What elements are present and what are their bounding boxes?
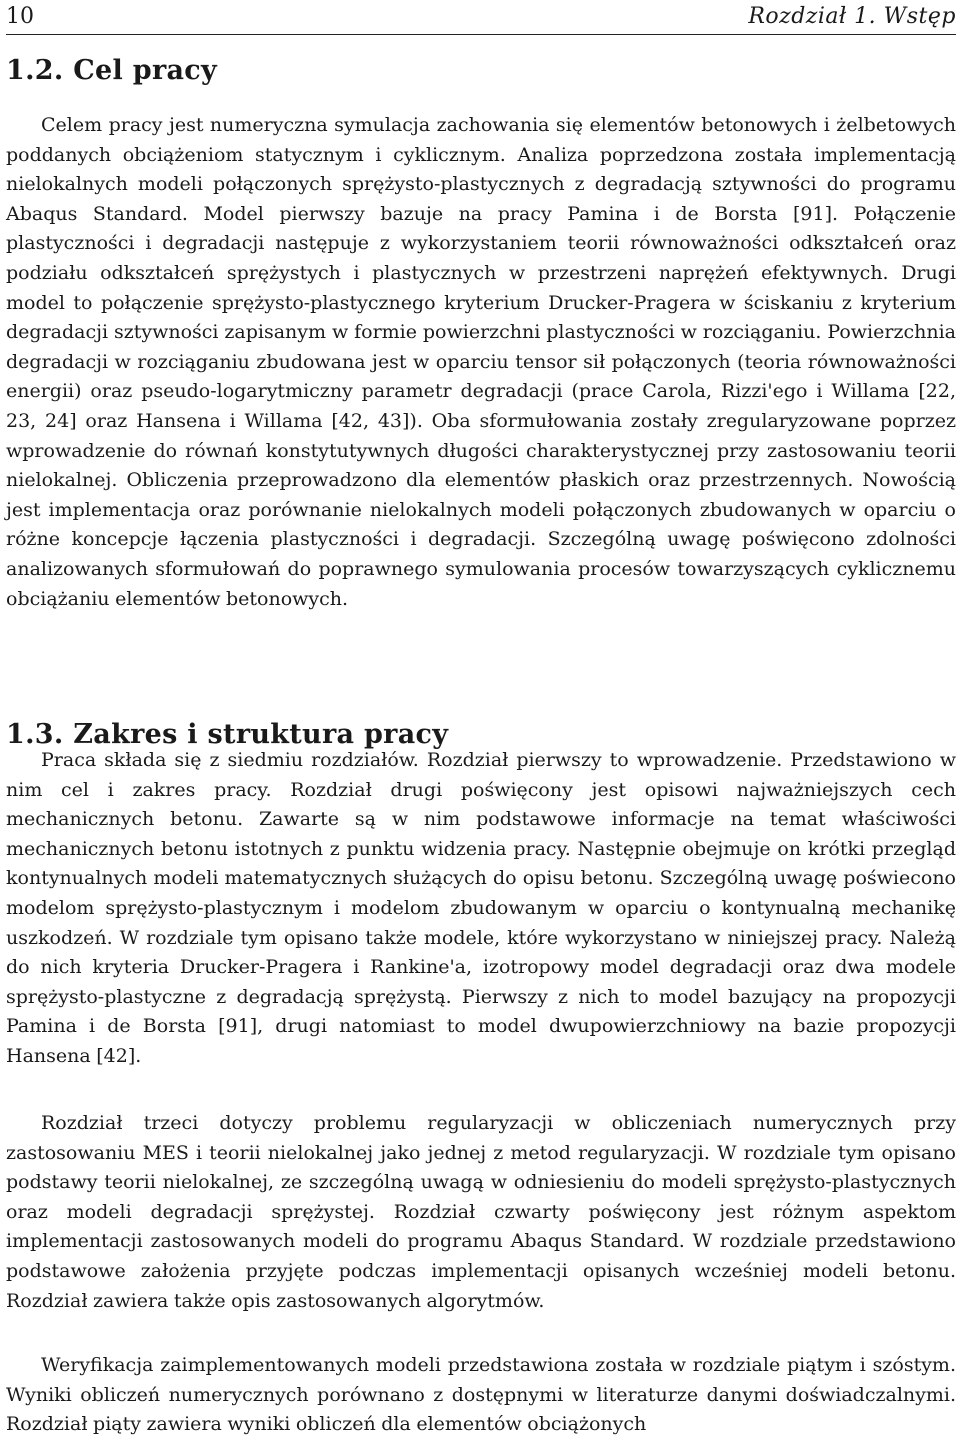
running-header: [6, 0, 956, 35]
section-heading-cel-pracy: 1.2. Cel pracy: [6, 55, 218, 86]
paragraph-zakres-2: [6, 1109, 956, 1316]
paragraph-cel-pracy: [6, 111, 956, 614]
chapter-title: Rozdział 1. Wstęp: [748, 4, 956, 29]
paragraph-text: Praca składa się z siedmiu rozdziałów. Rozdział pierwszy to wprowadzenie. Przedstawiono w nim cel i zakres pracy. Rozdział drugi poświęcony jest opisowi najważniejszych cech mechanicznych betonu. Zawarte są w nim podstawowe informacje na temat właściwości mechanicznych betonu istotnych z punktu widzenia pracy. Następnie obejmuje on krótki przegląd kontynualnych modeli matematycznych służących do opisu betonu. Szczególną uwagę poświecono modelom sprężysto-plastycznym i modelom zbudowanym w oparciu o kontynualną mechanikę uszkodzeń. W rozdziale tym opisano także modele, które wykorzystano w niniejszej pracy. Należą do nich kryteria Drucker-Pragera i Rankine'a, izotropowy model degradacji oraz dwa modele sprężysto-plastyczne z degradacją sprężystą. Pierwszy z nich to model bazujący na propozycji Pamina i de Borsta [91], drugi natomiast to model dwupowierzchniowy na bazie propozycji Hansena [42].: [6, 749, 956, 1067]
paragraph-zakres-1: [6, 746, 956, 1072]
section-heading-zakres-pracy: 1.3. Zakres i struktura pracy: [6, 719, 449, 750]
paragraph-text: Celem pracy jest numeryczna symulacja zachowania się elementów betonowych i żelbetowych poddanych obciążeniom statycznym i cyklicznym. Analiza poprzedzona została implementacją nielokalnych modeli połączonych sprężysto-plastycznych z degradacją sztywności do programu Abaqus Standard. Model pierwszy bazuje na pracy Pamina i de Borsta [91]. Połączenie plastyczności i degradacji następuje z wykorzystaniem teorii równoważności odkształceń oraz podziału odkształceń sprężystych i plastycznych w przestrzeni naprężeń efektywnych. Drugi model to połączenie sprężysto-plastycznego kryterium Drucker-Pragera w ściskaniu z kryterium degradacji sztywności zapisanym w formie powierzchni plastyczności w rozciąganiu. Powierzchnia degradacji w rozciąganiu zbudowana jest w oparciu tensor sił połączonych (teoria równoważności energii) oraz pseudo-logarytmiczny parametr degradacji (prace Carola, Rizzi'ego i Willama [22, 23, 24] oraz Hansena i Willama [42, 43]). Oba sformułowania zostały zregularyzowane poprzez wprowadzenie do równań konstytutywnych długości charakterystycznej przy zastosowaniu teorii nielokalnej. Obliczenia przeprowadzono dla elementów płaskich oraz przestrzennych. Nowością jest implementacja oraz porównanie nielokalnych modeli połączonych zbudowanych w oparciu o różne koncepcje łączenia plastyczności i degradacji. Szczególną uwagę poświęcono zdolności analizowanych sformułowań do poprawnego symulowania procesów towarzyszących cyklicznemu obciążaniu elementów betonowych.: [6, 114, 956, 610]
paragraph-zakres-3: [6, 1351, 956, 1440]
paragraph-text: Weryfikacja zaimplementowanych modeli przedstawiona została w rozdziale piątym i szóstym. Wyniki obliczeń numerycznych porównano z dostępnymi w literaturze danymi doświadczalnymi. Rozdział piąty zawiera wyniki obliczeń dla elementów obciążonych: [6, 1354, 956, 1436]
paragraph-text: Rozdział trzeci dotyczy problemu regularyzacji w obliczeniach numerycznych przy zastosowaniu MES i teorii nielokalnej jako jednej z metod regularyzacji. W rozdziale tym opisano podstawy teorii nielokalnej, ze szczególną uwagą w odniesieniu do modeli sprężysto-plastycznych oraz modeli degradacji sprężystej. Rozdział czwarty poświęcony jest różnym aspektom implementacji zastosowanych modeli do programu Abaqus Standard. W rozdziale przedstawiono podstawowe założenia przyjęte podczas implementacji opisanych wcześniej modeli betonu. Rozdział zawiera także opis zastosowanych algorytmów.: [6, 1112, 956, 1312]
page-number: 10: [6, 4, 34, 29]
